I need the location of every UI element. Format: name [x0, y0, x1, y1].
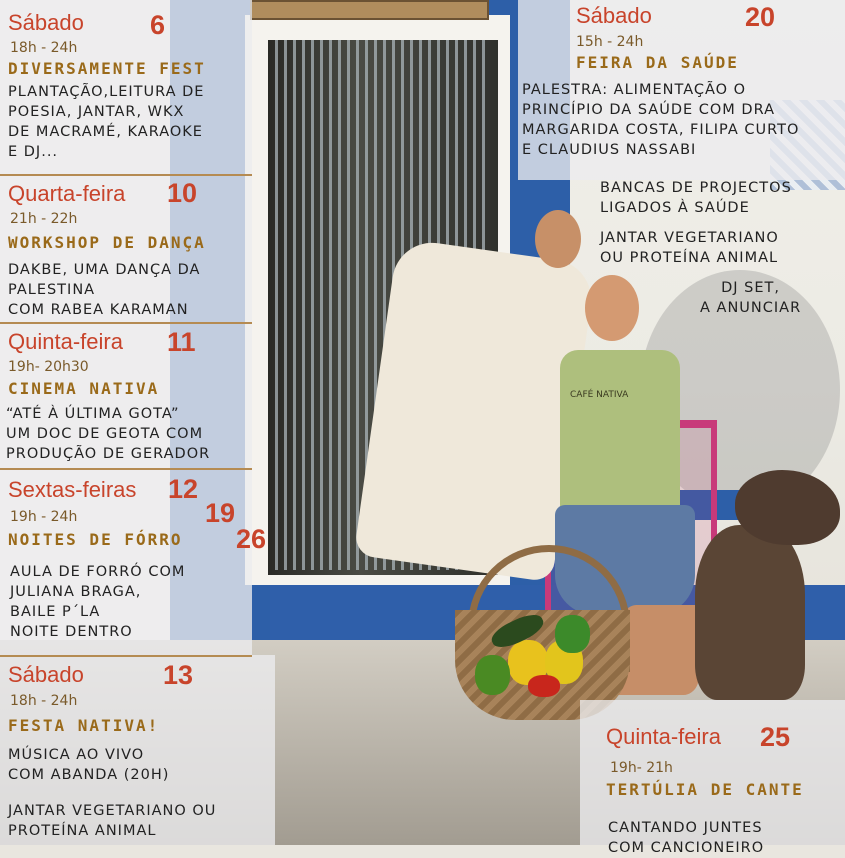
desc-line	[600, 218, 792, 228]
event-number: 20	[745, 2, 776, 32]
event-time: 18h - 24h	[10, 693, 78, 709]
event-day: Sábado	[8, 10, 84, 35]
desc-line: PALESTRA: ALIMENTAÇÃO O	[522, 82, 747, 98]
event-title: TERTÚLIA DE CANTE	[606, 780, 804, 799]
event-description	[8, 82, 204, 162]
event-number-3: 26	[236, 524, 267, 554]
divider	[0, 655, 252, 657]
event-description	[6, 404, 210, 464]
event-description	[10, 562, 185, 642]
dog	[695, 470, 845, 700]
event-number: 13	[163, 660, 194, 690]
event-title: DIVERSAMENTE FEST	[8, 59, 206, 78]
event-day: Quarta-feira	[8, 181, 126, 206]
dog-body	[695, 525, 805, 700]
desc-line: DE MACRAMÉ, KARAOKE	[8, 124, 203, 140]
desc-line: E DJ...	[8, 144, 59, 160]
event-day: Quinta-feira	[8, 329, 123, 354]
desc-line: NOITE DENTRO	[10, 624, 133, 640]
desc-line: PRODUÇÃO DE GERADOR	[6, 446, 211, 462]
desc-line: BAILE P´LA	[10, 604, 101, 620]
pepper-green-2	[555, 615, 590, 653]
event-day: Quinta-feira	[606, 724, 721, 749]
event-day: Sábado	[576, 3, 652, 28]
desc-line: DJ SET,	[721, 280, 781, 296]
dog-head	[735, 470, 840, 545]
desc-line: DAKBE, UMA DANÇA DA	[8, 262, 201, 278]
event-number: 25	[760, 722, 791, 752]
desc-line: COM RABEA KARAMAN	[8, 302, 189, 318]
event-time: 15h - 24h	[576, 34, 644, 50]
desc-line	[8, 785, 216, 801]
desc-line: JANTAR VEGETARIANO OU	[8, 803, 217, 819]
desc-line: JULIANA BRAGA,	[10, 584, 142, 600]
desc-line: PALESTINA	[8, 282, 96, 298]
event-description	[8, 745, 216, 841]
shop-sign	[250, 0, 489, 20]
event-day: Sábado	[8, 662, 84, 687]
event-number-2: 19	[205, 498, 236, 528]
desc-line: E CLAUDIUS NASSABI	[522, 142, 697, 158]
event-day: Sextas-feiras	[8, 477, 137, 502]
desc-line: POESIA, JANTAR, WKX	[8, 104, 185, 120]
event-description-2	[600, 178, 792, 268]
apron-text: CAFÉ NATIVA	[570, 390, 629, 400]
event-time: 21h - 22h	[10, 211, 78, 227]
divider	[0, 322, 252, 324]
desc-line: COM ABANDA (20H)	[8, 767, 170, 783]
woman-leaning-head	[535, 210, 581, 268]
desc-line: CANTANDO JUNTES	[608, 820, 763, 836]
desc-line: UM DOC DE GEOTA COM	[6, 426, 204, 442]
event-title: NOITES DE FÓRRO	[8, 530, 183, 549]
divider	[0, 174, 252, 176]
desc-line: LIGADOS À SAÚDE	[600, 200, 750, 216]
event-number: 6	[150, 10, 166, 40]
desc-line: PRINCÍPIO DA SAÚDE COM DRA	[522, 102, 775, 118]
desc-line: PLANTAÇÃO,LEITURA DE	[8, 84, 205, 100]
event-time: 19h- 20h30	[8, 359, 89, 375]
desc-line: “ATÉ À ÚLTIMA GOTA”	[6, 406, 180, 422]
event-time: 19h- 21h	[610, 760, 673, 776]
pepper-red	[528, 675, 560, 697]
event-title: WORKSHOP DE DANÇA	[8, 233, 206, 252]
event-number: 10	[167, 178, 198, 208]
event-description	[608, 818, 764, 858]
desc-line: MÚSICA AO VIVO	[8, 747, 145, 763]
desc-line: PROTEÍNA ANIMAL	[8, 823, 157, 839]
desc-line: JANTAR VEGETARIANO	[600, 230, 779, 246]
event-description-3	[700, 278, 801, 318]
divider	[0, 468, 252, 470]
desc-line: A ANUNCIAR	[700, 300, 802, 316]
desc-line: AULA DE FORRÓ COM	[10, 564, 186, 580]
event-title: FEIRA DA SAÚDE	[576, 53, 739, 72]
event-time: 18h - 24h	[10, 40, 78, 56]
desc-line: COM CANCIONEIRO	[608, 840, 765, 856]
event-number: 11	[167, 327, 196, 357]
pepper-green	[475, 655, 510, 695]
event-time: 19h - 24h	[10, 509, 78, 525]
event-title: CINEMA NATIVA	[8, 379, 160, 398]
desc-line: MARGARIDA COSTA, FILIPA CURTO	[522, 122, 800, 138]
event-description	[8, 260, 200, 320]
event-number: 12	[168, 474, 199, 504]
desc-line: BANCAS DE PROJECTOS	[600, 180, 792, 196]
desc-line: OU PROTEÍNA ANIMAL	[600, 250, 779, 266]
event-title: FESTA NATIVA!	[8, 716, 160, 735]
event-description	[522, 80, 799, 160]
woman-seated-head	[585, 275, 639, 341]
